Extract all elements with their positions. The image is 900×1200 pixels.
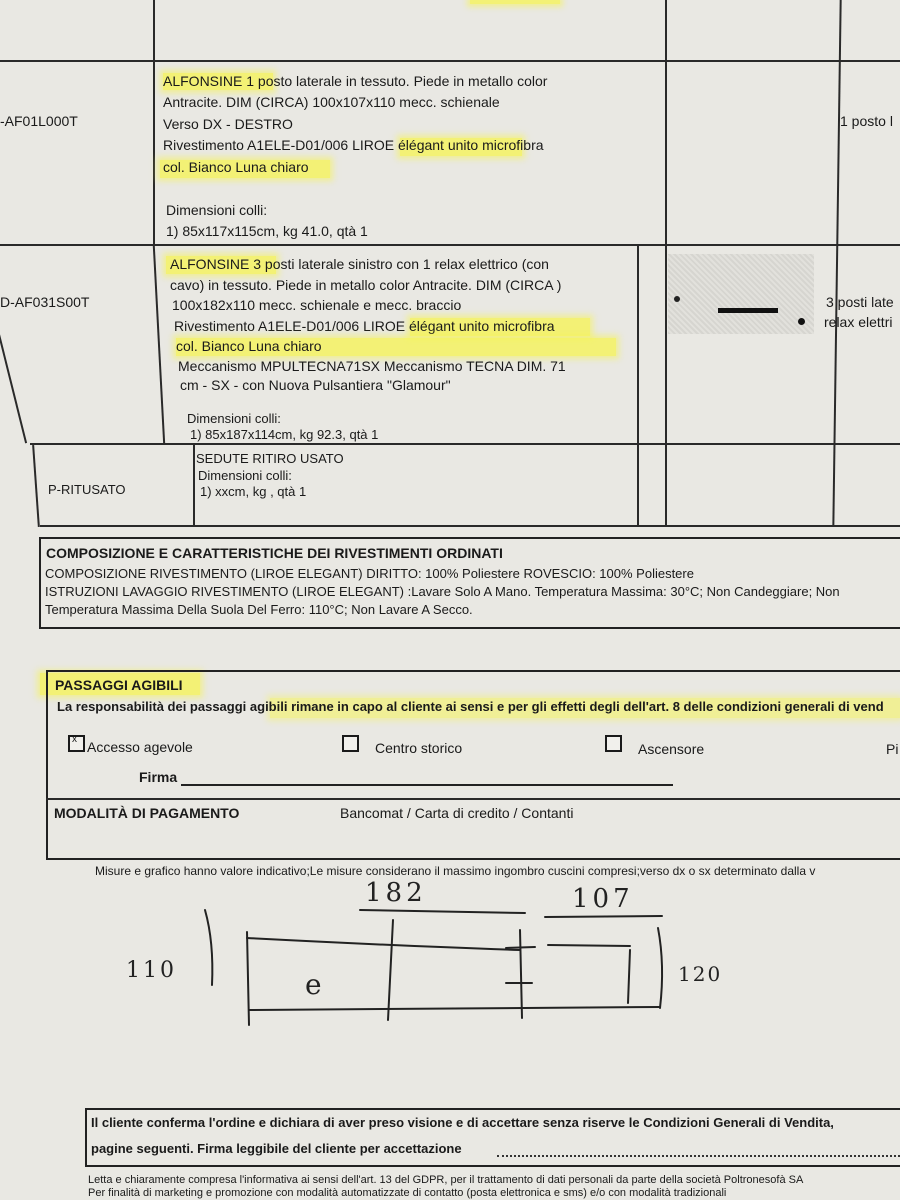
composition-line: COMPOSIZIONE RIVESTIMENTO (LIROE ELEGANT) DIRITTO: 100% Poliestere ROVESCIO: 100% Poliestere: [45, 566, 694, 581]
table-col-divider: [665, 0, 667, 527]
passaggi-title: PASSAGGI AGIBILI: [55, 677, 183, 693]
sketch-height-110: 110: [126, 958, 177, 983]
table-col-divider: [832, 0, 841, 527]
description-line: cm - SX - con Nuova Pulsantiera "Glamour": [180, 377, 451, 393]
payment-title: MODALITÀ DI PAGAMENTO: [54, 805, 240, 821]
sketch-stroke: [658, 928, 662, 1008]
sketch-width-182: 182: [365, 878, 427, 908]
table-row-divider: [0, 244, 900, 246]
description-line: ALFONSINE 1 posto laterale in tessuto. Piede in metallo color: [163, 73, 548, 89]
confirmation-line: Il cliente conferma l'ordine e dichiara di aver preso visione e di accettare senza riserve le Condizioni Generali di Vendita,: [91, 1115, 834, 1130]
sketch-stroke: [388, 920, 393, 1020]
description-line: col. Bianco Luna chiaro: [163, 159, 309, 175]
description-line: 100x182x110 mecc. schienale e mecc. braccio: [172, 297, 462, 313]
sketch-stroke: [545, 916, 662, 917]
ascensore-checkbox[interactable]: [605, 735, 622, 752]
cut-option-label: Pi: [886, 741, 899, 757]
composition-line: ISTRUZIONI LAVAGGIO RIVESTIMENTO (LIROE ELEGANT) :Lavare Solo A Mano. Temperatura Massima: 30°C; Non Candeggiare; Non: [45, 584, 840, 599]
sketch-stroke: [247, 938, 520, 950]
sketch-width-107: 107: [572, 884, 634, 914]
dims-value: 1) 85x117x115cm, kg 41.0, qtà 1: [166, 223, 368, 239]
table-col-divider: [153, 245, 165, 445]
table-col-divider: [193, 443, 195, 527]
composition-line: Temperatura Massima Della Suola Del Ferro: 110°C; Non Lavare A Secco.: [45, 602, 473, 617]
bullet-dot: [798, 318, 805, 325]
description-line: Meccanismo MPULTECNA71SX Meccanismo TECNA DIM. 71: [178, 358, 566, 374]
sketch-stroke: [548, 945, 630, 946]
signature-line[interactable]: [497, 1154, 900, 1157]
composition-box: [39, 537, 900, 629]
description-line: col. Bianco Luna chiaro: [176, 338, 322, 354]
measures-note: Misure e grafico hanno valore indicativo;Le misure considerano il massimo ingombro cuscini compresi;verso dx o sx determinato dalla v: [95, 864, 816, 878]
description-line: cavo) in tessuto. Piede in metallo color Antracite. DIM (CIRCA ): [170, 277, 562, 293]
sketch-stroke: [249, 1007, 660, 1010]
description-line: Rivestimento A1ELE-D01/006 LIROE élégant unito microfibra: [163, 137, 544, 153]
description-line: Dimensioni colli:: [198, 468, 292, 483]
sketch-stroke: [520, 930, 522, 1018]
table-col-divider: [153, 0, 155, 245]
passaggi-text: La responsabilità dei passaggi agibili rimane in capo al cliente ai sensi e per gli effetti degli dell'art. 8 delle condizioni generali di vend: [57, 699, 884, 714]
description-line: SEDUTE RITIRO USATO: [196, 451, 344, 466]
product-code: P-RITUSATO: [48, 482, 126, 497]
description-line: Verso DX - DESTRO: [163, 116, 293, 132]
product-thumbnail: [668, 254, 814, 334]
table-col-divider: [32, 445, 40, 527]
composition-title: COMPOSIZIONE E CARATTERISTICHE DEI RIVESTIMENTI ORDINATI: [46, 545, 503, 561]
accesso-agevole-label: Accesso agevole: [87, 739, 193, 755]
table-row-divider: [30, 443, 900, 445]
row-right-label: relax elettri: [824, 314, 893, 330]
product-code: -AF01L000T: [0, 113, 78, 129]
product-code: D-AF031S00T: [0, 294, 90, 310]
sketch-stroke: [506, 947, 535, 948]
description-line: Rivestimento A1ELE-D01/006 LIROE élégant unito microfibra: [174, 318, 555, 334]
table-col-divider: [0, 322, 27, 444]
ascensore-label: Ascensore: [638, 741, 705, 757]
dims-title: Dimensioni colli:: [187, 411, 281, 426]
row-right-label: 1 posto l: [840, 113, 893, 129]
description-line: ALFONSINE 3 posti laterale sinistro con 1 relax elettrico (con: [170, 256, 549, 272]
sketch-stroke: [628, 950, 630, 1003]
firma-label: Firma: [139, 769, 178, 785]
sketch-stroke: [205, 910, 212, 985]
privacy-line: Per finalità di marketing e promozione con modalità automatizzate di contatto (posta elettronica e sms) e/o con modalità tradizionali: [88, 1187, 727, 1199]
sketch-stroke: [360, 910, 525, 913]
row-right-label: 3 posti late: [826, 294, 894, 310]
table-row-divider: [40, 525, 900, 527]
dims-title: Dimensioni colli:: [166, 202, 268, 218]
section-divider: [46, 798, 900, 800]
description-line: 1) xxcm, kg , qtà 1: [200, 484, 307, 499]
description-line: Antracite. DIM (CIRCA) 100x107x110 mecc. schienale: [163, 94, 500, 110]
firma-line[interactable]: [181, 784, 673, 786]
privacy-line: Letta e chiaramente compresa l'informativa ai sensi dell'art. 13 del GDPR, per il trattamento di dati personali da parte della società Poltronesofà SA: [88, 1174, 804, 1186]
sketch-stroke: [247, 932, 249, 1025]
accesso-agevole-checkbox[interactable]: x: [68, 735, 85, 752]
highlight-mark: [470, 0, 560, 4]
centro-storico-checkbox[interactable]: [342, 735, 359, 752]
centro-storico-label: Centro storico: [375, 740, 463, 756]
sketch-mark: e: [305, 968, 322, 1001]
payment-value: Bancomat / Carta di credito / Contanti: [340, 805, 574, 821]
confirmation-line: pagine seguenti. Firma leggibile del cliente per accettazione: [91, 1141, 462, 1156]
sofa-sketch: [0, 870, 900, 1040]
table-row-divider: [0, 60, 900, 62]
sketch-height-120: 120: [678, 962, 723, 986]
table-col-divider: [637, 245, 639, 527]
dims-value: 1) 85x187x114cm, kg 92.3, qtà 1: [190, 427, 379, 442]
